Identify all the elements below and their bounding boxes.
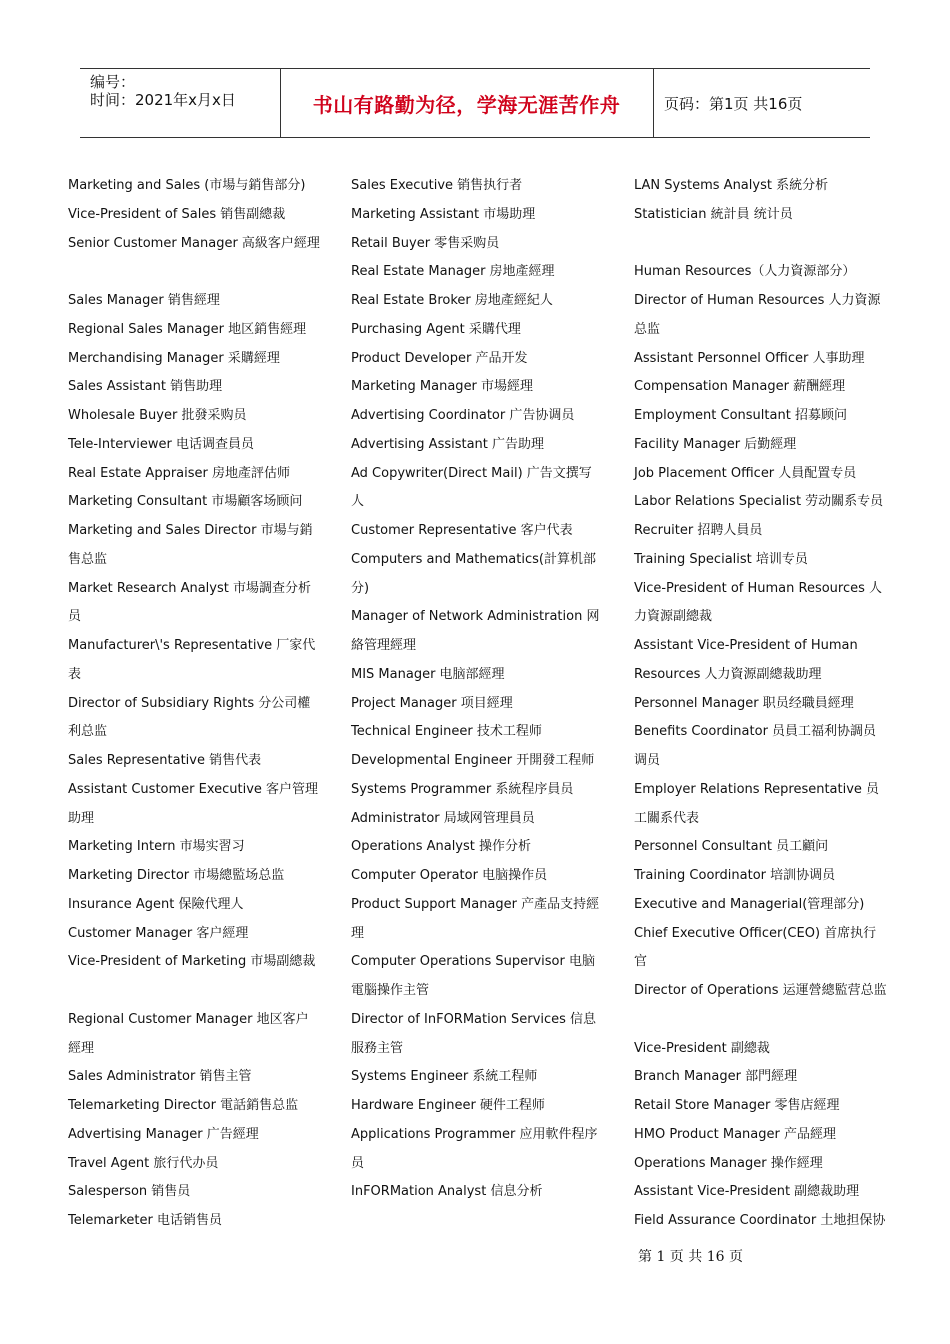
- job-title-line: Project Manager 项目經理: [351, 695, 513, 711]
- job-title-line: Marketing Director 市場總監场总监: [68, 868, 285, 883]
- job-title-line: 助理: [68, 810, 95, 826]
- job-title-line: Tele-Interviewer 电话调查員员: [68, 436, 254, 452]
- header-page-cell: [654, 69, 870, 137]
- job-title-line: Wholesale Buyer 批發采购员: [68, 408, 247, 423]
- job-title-line: Retail Buyer 零售采购员: [351, 235, 500, 251]
- job-title-line: Branch Manager 部門經理: [634, 1069, 798, 1085]
- job-title-line: Compensation Manager 薪酬經理: [634, 379, 846, 395]
- job-title-line: Applications Programmer 应用軟件程序: [351, 1126, 598, 1142]
- job-title-line: Human Resources（人力資源部分）: [634, 264, 856, 280]
- job-title-line: Manager of Network Administration 网: [351, 609, 600, 625]
- page-footer: 第 1 页 共 16 页: [638, 1249, 743, 1265]
- job-title-line: Sales Administrator 销售主管: [68, 1069, 252, 1085]
- job-title-line: Executive and Managerial(管理部分): [634, 896, 865, 912]
- job-title-line: Vice-President of Human Resources 人: [634, 580, 883, 596]
- job-title-line: Systems Engineer 系統工程师: [351, 1069, 538, 1085]
- job-title-line: 员: [351, 1155, 365, 1171]
- job-title-line: Technical Engineer 技术工程师: [351, 724, 542, 740]
- job-title-line: Resources 人力資源副總裁助理: [634, 666, 822, 682]
- job-title-line: Benefits Coordinator 员員工福利协調员: [634, 724, 877, 740]
- job-title-line: 员: [68, 609, 82, 625]
- job-title-line: Marketing Manager 市場經理: [351, 379, 534, 395]
- job-title-line: 服務主管: [351, 1040, 404, 1056]
- job-title-line: Sales Manager 销售經理: [68, 293, 220, 308]
- job-title-line: Advertising Coordinator 广告协调员: [351, 408, 575, 423]
- job-title-line: 售总监: [68, 551, 108, 567]
- job-title-line: Insurance Agent 保險代理人: [68, 896, 244, 912]
- job-title-line: Personnel Manager 职员经職員經理: [634, 695, 854, 711]
- job-title-line: Statistician 統計員 统计员: [634, 206, 793, 222]
- job-title-line: Telemarketing Director 電話銷售总监: [68, 1098, 299, 1113]
- job-title-line: Regional Sales Manager 地区銷售經理: [68, 321, 307, 337]
- job-title-line: Merchandising Manager 采購經理: [68, 350, 280, 366]
- job-title-line: Salesperson 销售员: [68, 1184, 191, 1200]
- job-title-line: HMO Product Manager 产品經理: [634, 1126, 836, 1142]
- job-title-line: Labor Relations Specialist 劳动關系专员: [634, 494, 884, 510]
- job-title-line: MIS Manager 电脑部經理: [351, 666, 505, 682]
- job-title-line: Manufacturer\'s Representative 厂家代: [68, 638, 316, 653]
- job-title-line: Advertising Manager 广告經理: [68, 1126, 259, 1142]
- job-title-line: 絡管理經理: [351, 638, 417, 653]
- job-title-line: 工關系代表: [634, 810, 700, 826]
- job-title-line: Employer Relations Representative 员: [634, 781, 880, 797]
- job-title-line: Marketing Consultant 市場顧客场顾问: [68, 494, 303, 510]
- job-title-line: Regional Customer Manager 地区客户: [68, 1011, 309, 1027]
- job-title-line: Job Placement Officer 人員配置专员: [634, 465, 857, 481]
- job-title-line: 总监: [634, 321, 661, 337]
- job-title-line: 调员: [634, 753, 661, 768]
- header-motto-cell: [280, 69, 654, 137]
- job-title-line: Sales Assistant 销售助理: [68, 379, 223, 395]
- job-title-line: Purchasing Agent 采購代理: [351, 321, 521, 337]
- header-meta-cell: [80, 69, 281, 137]
- job-title-line: Customer Manager 客户經理: [68, 925, 249, 941]
- job-title-line: InFORMation Analyst 信息分析: [351, 1184, 543, 1200]
- job-title-line: Operations Analyst 操作分析: [351, 839, 532, 855]
- job-title-line: Computers and Mathematics(計算机部: [351, 551, 596, 567]
- job-title-line: Senior Customer Manager 高級客户經理: [68, 235, 320, 251]
- job-title-line: Market Research Analyst 市場調查分析: [68, 580, 311, 596]
- job-title-line: LAN Systems Analyst 系統分析: [634, 178, 829, 193]
- job-title-line: Vice-President of Marketing 市場副總裁: [68, 954, 316, 970]
- job-title-line: Field Assurance Coordinator 土地担保协: [634, 1213, 886, 1228]
- job-title-line: Systems Programmer 系統程序員员: [351, 781, 574, 797]
- job-title-line: Customer Representative 客户代表: [351, 523, 573, 538]
- job-title-line: Sales Representative 销售代表: [68, 753, 262, 768]
- job-title-line: Marketing Intern 市場实習习: [68, 839, 245, 855]
- job-title-line: Real Estate Broker 房地產經紀人: [351, 293, 553, 308]
- job-title-line: Administrator 局域网管理員员: [351, 810, 535, 826]
- header-motto: 书山有路勤为径，学海无涯苦作舟: [312, 92, 621, 117]
- job-title-line: Hardware Engineer 硬件工程师: [351, 1098, 545, 1113]
- job-title-line: Assistant Vice-President 副總裁助理: [634, 1184, 860, 1200]
- job-title-line: Vice-President 副總裁: [634, 1040, 770, 1056]
- job-title-line: Director of Operations 运運營總監营总监: [634, 983, 887, 998]
- job-title-line: Chief Executive Officer(CEO) 首席执行: [634, 925, 877, 941]
- job-title-line: Assistant Personnel Officer 人事助理: [634, 350, 865, 366]
- document-number-label: 编号：: [90, 73, 136, 91]
- job-title-line: Training Specialist 培训专员: [634, 551, 808, 567]
- job-title-line: Product Support Manager 产產品支持經: [351, 896, 600, 912]
- header-page-info: 页码：第1页 共16页: [664, 94, 803, 113]
- job-title-line: Marketing and Sales (市場与銷售部分): [68, 178, 306, 193]
- job-title-line: Marketing and Sales Director 市場与銷: [68, 523, 313, 538]
- job-title-line: 官: [634, 954, 648, 970]
- job-title-line: Director of Human Resources 人力資源: [634, 293, 881, 308]
- job-title-line: Employment Consultant 招募顾问: [634, 408, 847, 423]
- job-title-line: Ad Copywriter(Direct Mail) 广告文撰写: [351, 465, 592, 481]
- job-title-line: Training Coordinator 培訓协调员: [634, 868, 836, 883]
- job-title-line: Assistant Customer Executive 客户管理: [68, 781, 319, 797]
- job-title-line: 人: [351, 494, 365, 510]
- job-title-line: Director of InFORMation Services 信息: [351, 1011, 597, 1027]
- job-title-line: 力資源副總裁: [634, 609, 713, 625]
- job-title-line: Personnel Consultant 员工顧问: [634, 839, 829, 855]
- job-title-line: Travel Agent 旅行代办员: [68, 1155, 219, 1171]
- job-title-line: Recruiter 招聘人員员: [634, 523, 763, 538]
- document-date-label: 时间：2021年x月x日: [90, 91, 236, 109]
- job-title-line: Product Developer 产品开发: [351, 350, 528, 366]
- job-title-line: Marketing Assistant 市場助理: [351, 206, 536, 222]
- job-title-line: 利总监: [68, 724, 108, 740]
- job-title-line: Advertising Assistant 广告助理: [351, 436, 545, 452]
- job-title-line: 表: [68, 666, 82, 682]
- job-title-line: Vice-President of Sales 销售副總裁: [68, 206, 286, 222]
- job-title-line: Operations Manager 操作經理: [634, 1155, 823, 1171]
- job-title-line: Retail Store Manager 零售店經理: [634, 1098, 840, 1113]
- job-title-line: Computer Operations Supervisor 电脑: [351, 954, 595, 970]
- job-title-line: Real Estate Manager 房地產經理: [351, 264, 555, 280]
- job-title-line: Computer Operator 电脑操作员: [351, 868, 548, 883]
- job-title-line: 經理: [68, 1040, 95, 1056]
- page-header: [80, 68, 870, 138]
- job-title-line: 理: [351, 925, 365, 941]
- job-title-line: Developmental Engineer 开開發工程师: [351, 753, 595, 768]
- job-title-line: Telemarketer 电话销售员: [68, 1213, 222, 1228]
- job-title-line: Assistant Vice-President of Human: [634, 638, 858, 653]
- job-title-line: 電腦操作主管: [351, 983, 430, 998]
- job-title-line: Facility Manager 后勤經理: [634, 436, 797, 452]
- job-title-line: Sales Executive 销售执行者: [351, 178, 523, 193]
- job-title-line: Real Estate Appraiser 房地產評估师: [68, 465, 291, 481]
- job-title-line: Director of Subsidiary Rights 分公司權: [68, 695, 311, 711]
- job-title-line: 分): [351, 580, 370, 596]
